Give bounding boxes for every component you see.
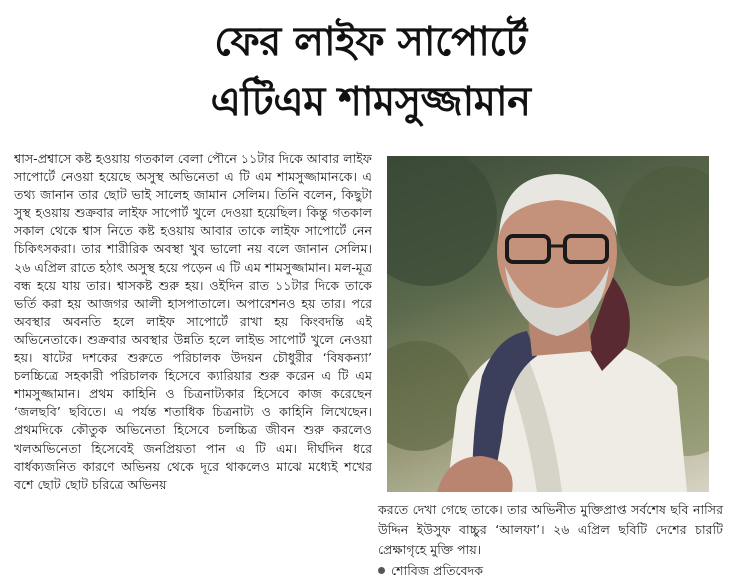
headline-line-2: এটিএম শামসুজ্জামান [210, 79, 531, 125]
headline-line-1: ফের লাইফ সাপোর্টে [214, 19, 527, 65]
article-body [14, 150, 372, 578]
continuation-paragraph: করতে দেখা গেছে তাকে। তার অভিনীত মুক্তিপ্রাপ্ত সর্বশেষ ছবি নাসির উদ্দিন ইউসুফ বাচ্চুর ‘আলফা’। ২৬ এপ্রিল ছবিটি দেশের চারটি প্রেক্ষাগৃহে মুক্তি পায়। [378, 502, 723, 557]
portrait-photo [387, 156, 709, 492]
article-paragraph: শ্বাস-প্রশ্বাসে কষ্ট হওয়ায় গতকাল বেলা পৌনে ১১টার দিকে আবার লাইফ সাপোর্টে নেওয়া হয়েছে অসুস্থ অভিনেতা এ টি এম শামসুজ্জামানকে। এ তথ্য জানান তার ছোট ভাই সালেহ জামান সেলিম। তিনি বলেন, কিছুটা সুস্থ হওয়ায় শুক্রবার লাইফ সাপোর্ট খুলে দেওয়া হয়েছিল। কিন্তু গতকাল সকাল থেকে শ্বাস নিতে কষ্ট হওয়ায় আবার তাকে লাইফ সাপোর্টে নেন চিকিৎসকরা। তার শারীরিক অবস্থা খুব ভালো নয় বলে জানান সেলিম। ২৬ এপ্রিল রাতে হঠাৎ অসুস্থ হয়ে পড়েন এ টি এম শামসুজ্জামান। মল-মূত্র বন্ধ হয়ে যায় তার। শ্বাসকষ্ট শুরু হয়। ওইদিন রাত ১১টার দিকে তাকে ভর্তি করা হয় আজগর আলী হাসপাতালে। অপারেশনও হয় তার। পরে অবস্থার অবনতি হলে লাইফ সাপোর্টে রাখা হয় কিংবদন্তি এই অভিনেতাকে। শুক্রবার অবস্থার উন্নতি হলে লাইভ সাপোর্ট খুলে নেওয়া হয়। ষাটের দশকের শুরুতে পরিচালক উদয়ন চৌধুরীর ‘বিষকন্যা’ চলচ্চিত্রে সহকারী পরিচালক হিসেবে ক্যারিয়ার শুরু করেন এ টি এম শামসুজ্জামান। প্রথম কাহিনি ও চিত্রনাট্যকার হিসেবে কাজ করেছেন ‘জলছবি’ ছবিতে। এ পর্যন্ত শতাধিক চিত্রনাট্য ও কাহিনি লিখেছেন। প্রথমদিকে কৌতুক অভিনেতা হিসেবে চলচ্চিত্র জীবন শুরু করলেও খলঅভিনেতা হিসেবেই জনপ্রিয়তা পান এ টি এম। দীর্ঘদিন ধরে বার্ধক্যজনিত কারণে অভিনয় থেকে দূরে থাকলেও মাঝে মধ্যেই শখের বশে ছোট ছোট চরিত্রে অভিনয় [14, 151, 372, 492]
article-continuation [378, 500, 723, 560]
headline [0, 12, 741, 132]
bullet-icon [378, 567, 385, 574]
byline-text: শোবিজ প্রতিবেদক [391, 563, 484, 578]
byline [378, 562, 483, 580]
